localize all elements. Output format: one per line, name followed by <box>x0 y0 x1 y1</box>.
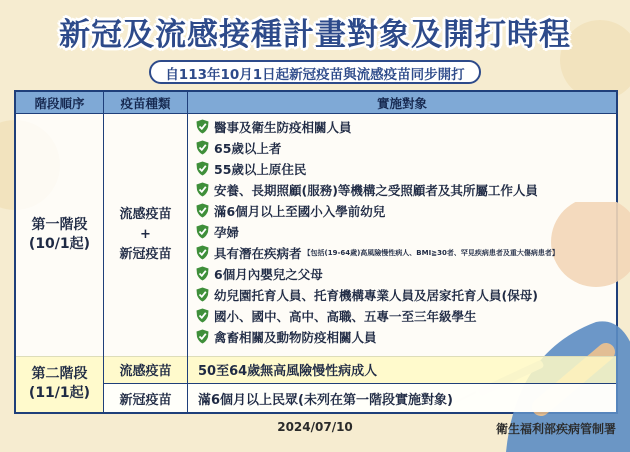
page-title: 新冠及流感接種計畫對象及開打時程 <box>59 16 571 53</box>
header-vaccine: 疫苗種類 <box>104 92 188 113</box>
table-header-row <box>16 92 616 114</box>
phase1-label-line2: (10/1起) <box>28 235 91 252</box>
target-list-item <box>196 263 559 284</box>
shield-check-icon <box>196 140 209 155</box>
footer-org: 衛生福利部疾病管制署 <box>495 422 616 436</box>
phase2-target: 50至64歲無高風險慢性病成人 <box>198 364 378 379</box>
phase1-targets <box>188 113 616 356</box>
shield-check-icon <box>196 329 209 344</box>
footer-date: 2024/07/10 <box>277 420 353 434</box>
target-text: 具有潛在疾病者 <box>214 245 302 261</box>
phase2-label-line1: 第二階段 <box>31 366 88 382</box>
phase2-subrow <box>104 356 616 384</box>
phase1-vaccine-line3: 新冠疫苗 <box>119 246 172 262</box>
phase1-row <box>16 113 616 357</box>
target-list-item <box>196 200 559 221</box>
phase1-label-line1: 第一階段 <box>31 216 88 233</box>
phase1-label <box>16 113 104 356</box>
target-list-item <box>196 116 559 137</box>
target-list-item <box>196 158 559 179</box>
phase2-subrow <box>104 384 616 412</box>
phase2-vaccine: 新冠疫苗 <box>104 384 188 412</box>
target-note: 【包括(19-64歲)高風險慢性病人、BMI≧30者、罕見疾病患者及重大傷病患者】 <box>303 248 559 257</box>
phase2-target: 滿6個月以上民眾(未列在第一階段實施對象) <box>198 392 453 408</box>
target-list <box>196 116 559 347</box>
header-phase: 階段順序 <box>16 92 104 113</box>
shield-check-icon <box>196 308 209 323</box>
shield-check-icon <box>196 224 209 239</box>
shield-check-icon <box>196 266 209 281</box>
phase1-vaccine <box>104 113 188 356</box>
subtitle-banner: 自113年10月1日起新冠疫苗與流感疫苗同步開打 <box>149 60 480 84</box>
shield-check-icon <box>196 119 209 134</box>
shield-check-icon <box>196 245 209 260</box>
phase1-vaccine-line2: + <box>140 226 151 242</box>
target-list-item <box>196 326 559 347</box>
title-area <box>0 6 630 56</box>
phase2-vaccine: 流感疫苗 <box>104 356 188 383</box>
target-text: 孕婦 <box>214 224 240 240</box>
target-list-item <box>196 221 559 242</box>
target-text: 禽畜相關及動物防疫相關人員 <box>214 329 377 345</box>
target-text: 滿6個月以上至國小入學前幼兒 <box>214 203 386 219</box>
target-list-item <box>196 305 559 326</box>
shield-check-icon <box>196 287 209 302</box>
shield-check-icon <box>196 182 209 197</box>
target-list-item <box>196 179 559 200</box>
subtitle-area <box>0 60 630 84</box>
target-text: 安養、長期照顧(服務)等機構之受照顧者及其所屬工作人員 <box>214 182 538 198</box>
target-list-item <box>196 137 559 158</box>
phase2-label-line2: (11/1起) <box>28 385 91 401</box>
phase2-row <box>16 356 616 412</box>
target-list-item <box>196 242 559 263</box>
phase2-label <box>16 356 104 412</box>
schedule-table <box>14 90 618 414</box>
target-text: 55歲以上原住民 <box>214 161 307 177</box>
target-list-item <box>196 284 559 305</box>
target-text: 醫事及衛生防疫相關人員 <box>214 119 352 135</box>
target-text: 幼兒園托育人員、托育機構專業人員及居家托育人員(保母) <box>214 287 538 303</box>
target-text: 國小、國中、高中、高職、五專一至三年級學生 <box>214 308 477 324</box>
shield-check-icon <box>196 203 209 218</box>
target-text: 6個月內嬰兒之父母 <box>214 266 323 282</box>
phase1-vaccine-line1: 流感疫苗 <box>119 206 172 222</box>
header-targets: 實施對象 <box>376 95 427 111</box>
shield-check-icon <box>196 161 209 176</box>
target-text: 65歲以上者 <box>214 140 282 156</box>
